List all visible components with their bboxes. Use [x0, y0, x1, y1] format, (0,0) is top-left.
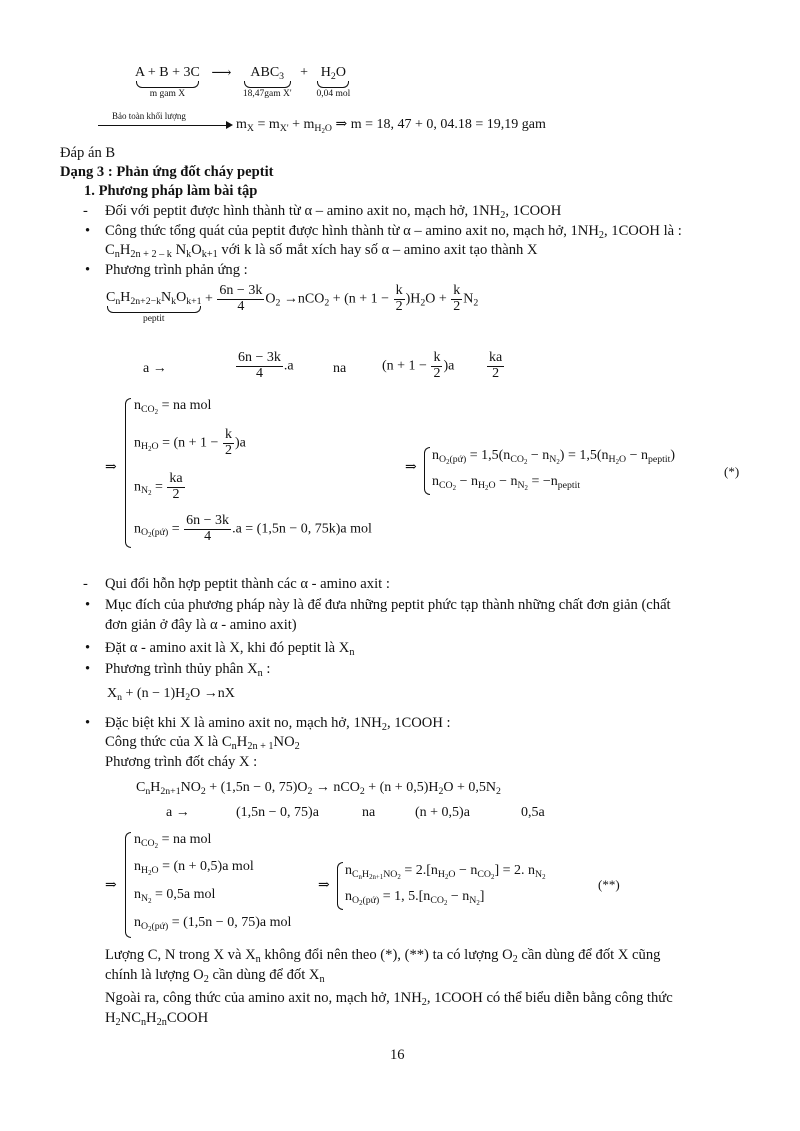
arrow-head — [226, 121, 233, 129]
system-brace-1 — [125, 398, 131, 548]
system-brace-2 — [424, 447, 430, 495]
system-brace-4 — [337, 862, 343, 910]
hydrolysis-equation: $X_n + (n - 1)H_2O \to nX$ — [107, 686, 235, 703]
page-number: 16 — [390, 1047, 405, 1063]
answer-text: Đáp án B — [60, 145, 116, 161]
line-hydrolysis-heading: • Phương trình thủy phân $X_n$ : — [105, 661, 270, 678]
line-reaction-heading: • Phương trình phản ứng : — [105, 262, 248, 279]
amino-acid-combustion-equation: $C_nH_{2n+1}NO_2 + (1,5n - 0$, $75)O_2 \to nCO_2 + (n + 0,5)H_2O + 0,5N_2$ — [136, 780, 501, 797]
line-define-x: • Đặt α - amino axit là X, khi đó peptit là $X_n$ — [105, 640, 354, 657]
line-general-formula: • Công thức tổng quát của peptit được hình thành từ α – amino axit no, mạch hở, $1NH_2$, 1COOH là : — [105, 223, 682, 240]
equation-mass-result: $m_X = m_{X'} + m_{H_2O}$ ⇒ m = 18, 47 + 0, 04.18 = 19,19 gam — [236, 117, 546, 135]
line-peptit-intro: - Đối với peptit được hình thành từ α – amino axit no, mạch hở, $1NH_2$, 1COOH — [105, 203, 561, 220]
mole-ratio-row: a → — [143, 361, 167, 376]
long-arrow: ⟶ — [211, 66, 232, 81]
label-m-gam-x: m gam X — [149, 89, 186, 99]
equation-mass-balance: A + B + 3C m gam X ⟶ $ABC_3$ 18,47gam X' + $H_2O$ 0,04 mol — [135, 65, 351, 99]
conservation-arrow — [98, 125, 228, 126]
mark-star-1: (*) — [724, 464, 740, 479]
line-convert-heading: - Qui đổi hỗn hợp peptit thành các α - amino axit : — [105, 576, 390, 593]
underbrace-reactants: A + B + 3C m gam X — [135, 65, 200, 99]
section-title: Dạng 3 : Phản ứng đốt cháy peptit — [60, 164, 274, 180]
line-alt-formula-cont: $H_2NC_nH_{2n}COOH$ — [105, 1010, 209, 1029]
implies-arrow-2: ⇒ — [405, 460, 417, 475]
line-conclusion: Lượng C, N trong X và $X_n$ không đổi nên theo (*), (**) ta có lượng $O_2$ cần dùng để đốt X cũng — [105, 947, 661, 966]
underbrace-product-h2o: $H_2O$ 0,04 mol — [316, 65, 351, 99]
line-purpose: • Mục đích của phương pháp này là để đưa những peptit phức tạp thành những chất đơn giản (chất — [105, 597, 671, 614]
underbrace-product-abc3: $ABC_3$ 18,47gam X' — [242, 65, 292, 99]
mark-star-2: (**) — [598, 877, 620, 892]
line-special-case: • Đặc biệt khi X là amino axit no, mạch hở, $1NH_2$, 1COOH : — [105, 715, 451, 732]
line-conclusion-cont: chính là lượng $O_2$ cần dùng để đốt $X_n$ — [105, 967, 325, 986]
peptide-combustion-equation: $C_nH_{2n+2-k}N_kO_{k+1}$ peptit + $\frac{6n - 3k}{4}$ $O_2 \to nCO_2 + (n + 1$ − $\frac{k}{2}$ )$H_2O$ + $\frac{k}{2}$ $N_2$ — [106, 283, 479, 324]
line-purpose-cont: đơn giản ở đây là α - amino axit) — [105, 617, 297, 633]
subsection-title: 1. Phương pháp làm bài tập — [84, 183, 258, 199]
implies-arrow-3: ⇒ — [105, 878, 117, 893]
line-combustion-heading: Phương trình đốt cháy X : — [105, 754, 258, 770]
line-formula-x: Công thức của X là $C_nH_{2n + 1}NO_2$ — [105, 734, 300, 753]
implies-arrow: ⇒ — [105, 460, 117, 475]
system-brace-3 — [125, 832, 131, 938]
line-alt-formula: Ngoài ra, công thức của amino axit no, mạch hở, $1NH_2$, 1COOH có thể biểu diễn bằng công thức — [105, 990, 673, 1009]
arrow-label-bao-toan: Bảo toàn khối lượng — [112, 111, 186, 121]
line-general-formula-cont: $C_nH_{2n + 2 - k}$ $N_kO_{k+1}$ với k là số mắt xích hay số α – amino axit tạo thành X — [105, 242, 538, 261]
implies-arrow-4: ⇒ — [318, 878, 330, 893]
